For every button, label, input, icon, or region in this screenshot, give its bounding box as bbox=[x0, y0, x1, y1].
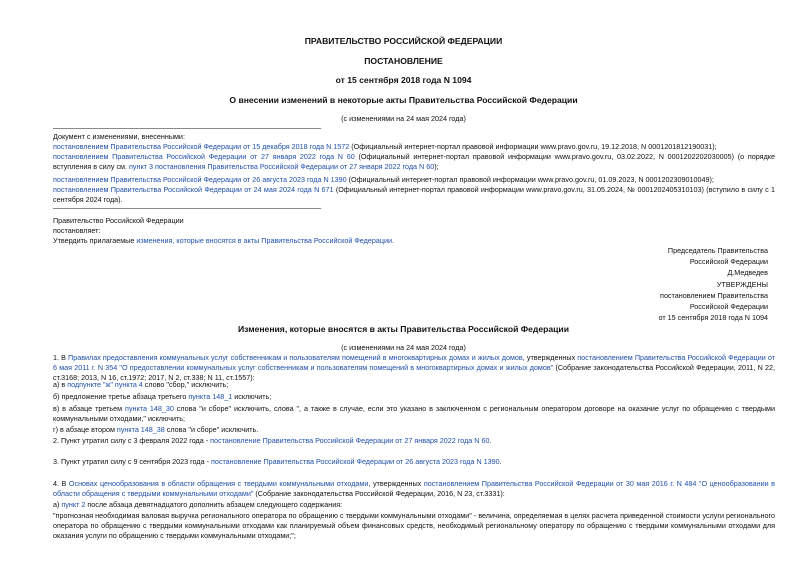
approved-by-2: Российской Федерации bbox=[689, 302, 768, 311]
doc-type: ПОСТАНОВЛЕНИЕ bbox=[364, 56, 443, 66]
preamble-government: Правительство Российской Федерации bbox=[53, 216, 184, 225]
change-link-1390[interactable]: постановлением Правительства Российской Федерации от 26 августа 2023 года N 1390 bbox=[53, 175, 347, 184]
divider-bottom bbox=[53, 208, 321, 209]
annex-title: Изменения, которые вносятся в акты Правительства Российской Федерации bbox=[237, 324, 569, 334]
doc-edition: (с изменениями на 24 мая 2024 года) bbox=[341, 114, 466, 123]
approved-word: УТВЕРЖДЕНЫ bbox=[716, 280, 768, 289]
annex-point-1: 1. В Правилах предоставления коммунальных услуг собственникам и пользователям помещений в многоквартирных домах и жилых домов, утвержденных постановлением Правительства Российской Федерации от 6 мая 2011 г. N 354 "О предоставлении коммунальных услуг собственникам и пользователям помещений в многоквартирных домах и жилых домов" (Собрание законодательства Российской Федерации, 2011, N 22, ст.3168; 2013, N 16, ст.1972; 2017, N 2, ст.338; N 11, ст.1557): bbox=[53, 353, 775, 382]
annex-point-2: 2. Пункт утратил силу с 3 февраля 2022 года - постановление Правительства Российской Федерации от 27 января 2022 года N 60. bbox=[53, 436, 492, 445]
signature-name: Д.Медведев bbox=[727, 268, 768, 277]
change-item-2: постановлением Правительства Российской Федерации от 27 января 2022 года N 60 (Официальный интернет-портал правовой информации www.pravo.gov.ru, 03.02.2022, N 0001202202030005) (о порядке вступления в силу см. пункт 3 постановления Правительства Российской Федерации от 27 января 2022 года N 60); bbox=[53, 152, 775, 171]
resolution-484-link[interactable]: постановлением Правительства Российской Федерации от 30 мая 2016 г. N 484 "О ценообразовании в области обращения с твердыми коммунальными отходами" bbox=[53, 479, 775, 498]
annex-quote: "прогнозная необходимая валовая выручка регионального оператора по обращению с твердыми коммунальными отходами" - величина, определяемая в целях расчета приведенной стоимости услуги регионального оператора по обращению с твердыми коммунальными отходами как планируемый объем финансовых средств, необходимый региональному оператору по обращению с твердыми коммунальными отходами для оказания услуги по обращению с твердыми коммунальными отходами;"; bbox=[53, 511, 775, 540]
resolution-1390-link[interactable]: постановление Правительства Российской Федерации от 26 августа 2023 года N 1390 bbox=[210, 457, 500, 466]
point-148-38-link[interactable]: пункта 148_38 bbox=[116, 425, 165, 434]
rules-354-link[interactable]: Правилах предоставления коммунальных услуг собственникам и пользователям помещений в многоквартирных домах и жилых домов bbox=[68, 353, 523, 362]
doc-title: О внесении изменений в некоторые акты Правительства Российской Федерации bbox=[229, 95, 578, 105]
approved-date: от 15 сентября 2018 года N 1094 bbox=[658, 313, 768, 322]
resolution-60-link[interactable]: постановление Правительства Российской Федерации от 27 января 2022 года N 60 bbox=[210, 436, 490, 445]
signature-position-2: Российской Федерации bbox=[689, 257, 768, 266]
resolution-354-link[interactable]: постановлением Правительства Российской Федерации от 6 мая 2011 г. N 354 "О предоставлении коммунальных услуг собственникам и пользователям помещений в многоквартирных домах и жилых домов" bbox=[53, 353, 775, 372]
change-link-60-p3[interactable]: пункт 3 постановления Правительства Российской Федерации от 27 января 2022 года N 60 bbox=[129, 162, 435, 171]
annex-point-1c: в) в абзаце третьем пункта 148_30 слова "и сборе" исключить, слова ", а также в случае, если это указано в заключенном с региональным оператором договоре на оказание услуг по обращению с твердыми коммунальными отходами," исключить; bbox=[53, 404, 776, 423]
annex-point-1b: б) предложение третье абзаца третьего пункта 148_1 исключить; bbox=[53, 392, 272, 401]
point-2-link[interactable]: пункт 2 bbox=[61, 500, 86, 509]
annex-point-4: 4. В Основах ценообразования в области обращения с твердыми коммунальными отходами, утвержденных постановлением Правительства Российской Федерации от 30 мая 2016 г. N 484 "О ценообразовании в области обращения с твердыми коммунальными отходами" (Собрание законодательства Российской Федерации, 2016, N 23, ст.3331): bbox=[53, 479, 775, 498]
divider-top bbox=[53, 128, 321, 129]
change-link-1572[interactable]: постановлением Правительства Российской Федерации от 15 декабря 2018 года N 1572 bbox=[53, 142, 350, 151]
annex-point-4a: а) пункт 2 после абзаца девятнадцатого дополнить абзацем следующего содержания: bbox=[53, 500, 343, 509]
annex-point-1a: а) в подпункте "ж" пункта 4 слово "сбор," исключить; bbox=[53, 380, 229, 389]
point-148-30-link[interactable]: пункта 148_30 bbox=[125, 404, 174, 413]
pricing-basics-link[interactable]: Основах ценообразования в области обращения с твердыми коммунальными отходами bbox=[68, 479, 369, 488]
doc-date-number: от 15 сентября 2018 года N 1094 bbox=[335, 75, 472, 85]
subpoint-zh-link[interactable]: подпункте "ж" пункта 4 bbox=[67, 380, 143, 389]
changes-intro: Документ с изменениями, внесенными: bbox=[53, 132, 185, 141]
annex-edition: (с изменениями на 24 мая 2024 года) bbox=[341, 343, 466, 352]
change-item-4: постановлением Правительства Российской Федерации от 24 мая 2024 года N 671 (Официальный интернет-портал правовой информации www.pravo.gov.ru, 31.05.2024, № 0001202405310103) (вступило в силу с 1 сентября 2024 года). bbox=[53, 185, 775, 204]
preamble-resolves: постановляет: bbox=[53, 226, 101, 235]
preamble-approve: Утвердить прилагаемые изменения, которые вносятся в акты Правительства Российской Федерации. bbox=[53, 236, 394, 245]
approved-by-1: постановлением Правительства bbox=[660, 291, 768, 300]
government-name: ПРАВИТЕЛЬСТВО РОССИЙСКОЙ ФЕДЕРАЦИИ bbox=[304, 36, 503, 46]
annex-point-3: 3. Пункт утратил силу с 9 сентября 2023 года - постановление Правительства Российской Федерации от 26 августа 2023 года N 1390. bbox=[53, 457, 502, 466]
change-link-671[interactable]: постановлением Правительства Российской Федерации от 24 мая 2024 года N 671 bbox=[53, 185, 334, 194]
change-item-1: постановлением Правительства Российской Федерации от 15 декабря 2018 года N 1572 (Официальный интернет-портал правовой информации www.pravo.gov.ru, 19.12.2018, N 0001201812190031); bbox=[53, 142, 717, 151]
signature-position-1: Председатель Правительства bbox=[667, 246, 768, 255]
point-148-1-link[interactable]: пункта 148_1 bbox=[188, 392, 233, 401]
change-item-3: постановлением Правительства Российской Федерации от 26 августа 2023 года N 1390 (Официальный интернет-портал правовой информации www.pravo.gov.ru, 01.09.2023, N 0001202309010049); bbox=[53, 175, 714, 184]
approve-changes-link[interactable]: изменения, которые вносятся в акты Правительства Российской Федерации bbox=[136, 236, 392, 245]
annex-point-1d: г) в абзаце втором пункта 148_38 слова "и сборе" исключить. bbox=[53, 425, 259, 434]
change-link-60[interactable]: постановлением Правительства Российской Федерации от 27 января 2022 года N 60 bbox=[53, 152, 355, 161]
